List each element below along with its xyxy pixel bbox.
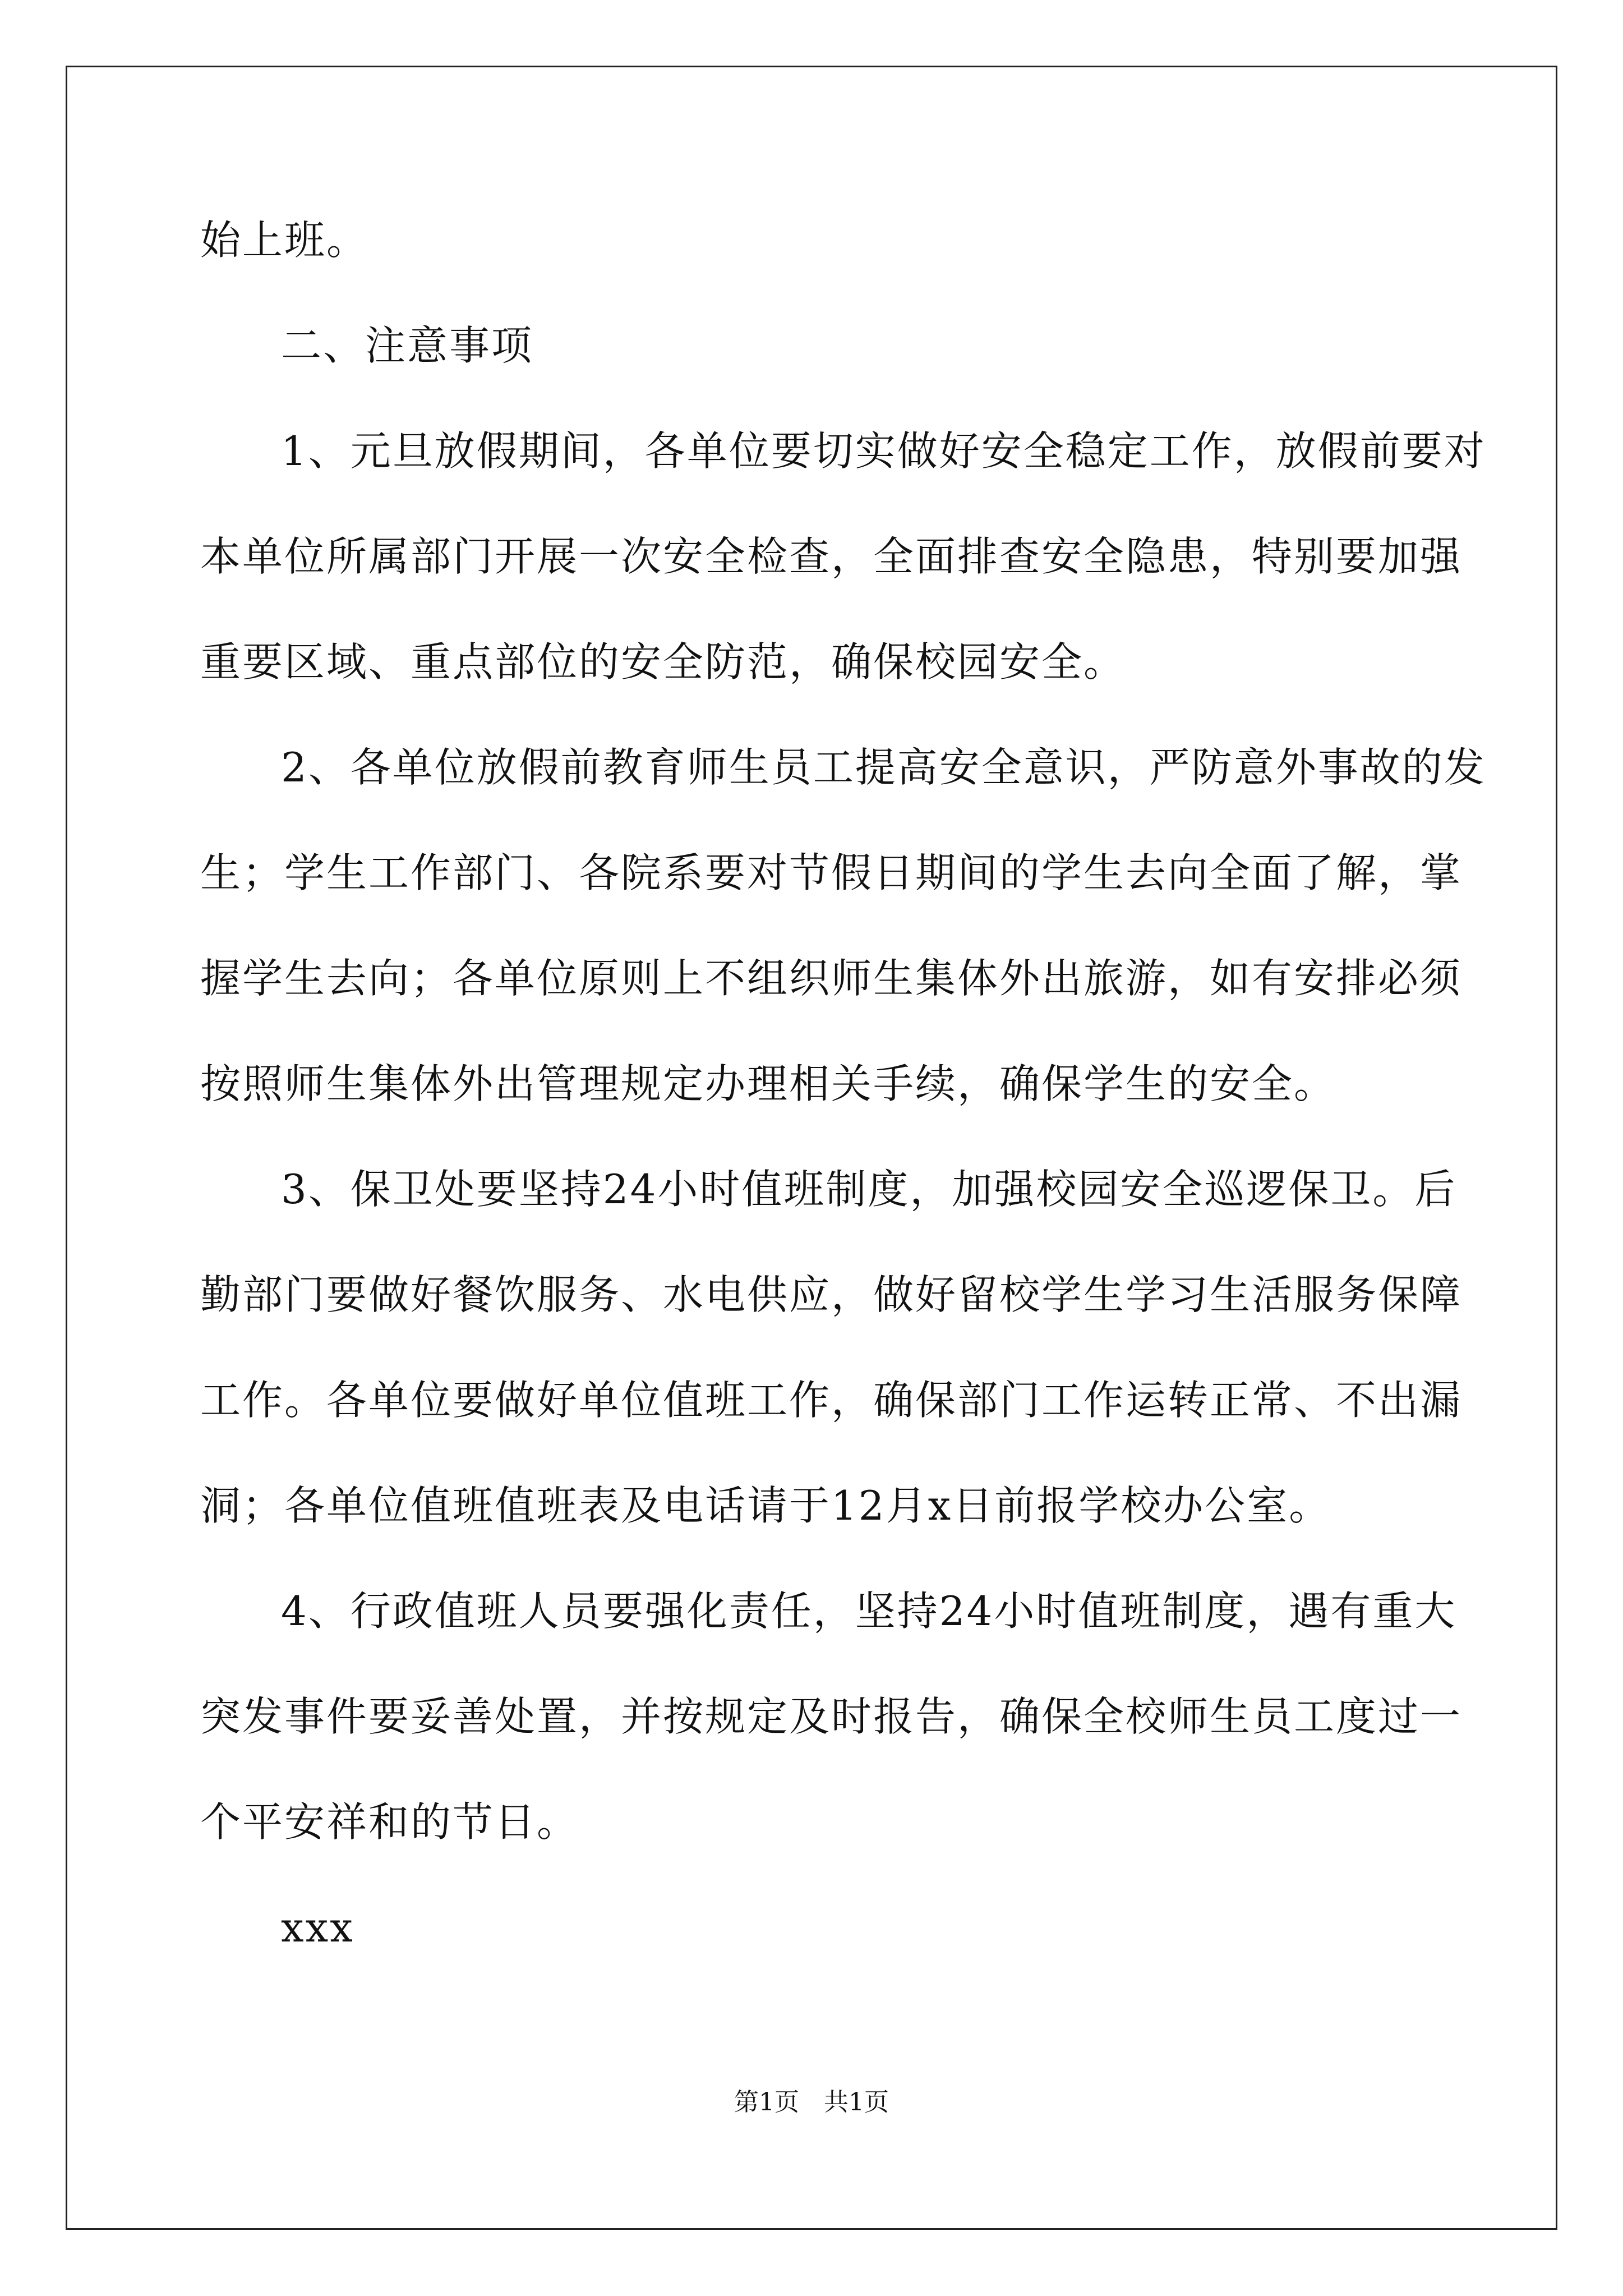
text-line: 1、元旦放假期间，各单位要切实做好安全稳定工作，放假前要对 — [281, 427, 1486, 475]
signature-line: xxx — [281, 1904, 354, 1951]
text-line: 突发事件要妥善处置，并按规定及时报告，确保全校师生员工度过一 — [200, 1693, 1463, 1740]
page-footer: 第1页 共1页 — [734, 2088, 889, 2116]
text-line: 始上班。 — [200, 217, 369, 264]
text-line: 4、行政值班人员要强化责任，坚持24小时值班制度，遇有重大 — [281, 1588, 1457, 1635]
text-line: 本单位所属部门开展一次安全检查，全面排查安全隐患，特别要加强 — [200, 533, 1463, 580]
text-line: 生；学生工作部门、各院系要对节假日期间的学生去向全面了解，掌 — [200, 849, 1463, 896]
text-line: 个平安祥和的节日。 — [200, 1798, 579, 1846]
text-line: 勤部门要做好餐饮服务、水电供应，做好留校学生学习生活服务保障 — [200, 1271, 1463, 1318]
section-heading: 二、注意事项 — [281, 322, 534, 369]
text-line: 握学生去向；各单位原则上不组织师生集体外出旅游，如有安排必须 — [200, 955, 1463, 1002]
text-line: 按照师生集体外出管理规定办理相关手续，确保学生的安全。 — [200, 1060, 1336, 1107]
text-line: 工作。各单位要做好单位值班工作，确保部门工作运转正常、不出漏 — [200, 1377, 1463, 1424]
text-line: 3、保卫处要坚持24小时值班制度，加强校园安全巡逻保卫。后 — [281, 1166, 1457, 1213]
text-line: 洞；各单位值班值班表及电话请于12月x日前报学校办公室。 — [200, 1482, 1331, 1529]
text-line: 2、各单位放假前教育师生员工提高安全意识，严防意外事故的发 — [281, 744, 1486, 791]
text-line: 重要区域、重点部位的安全防范，确保校园安全。 — [200, 638, 1126, 685]
